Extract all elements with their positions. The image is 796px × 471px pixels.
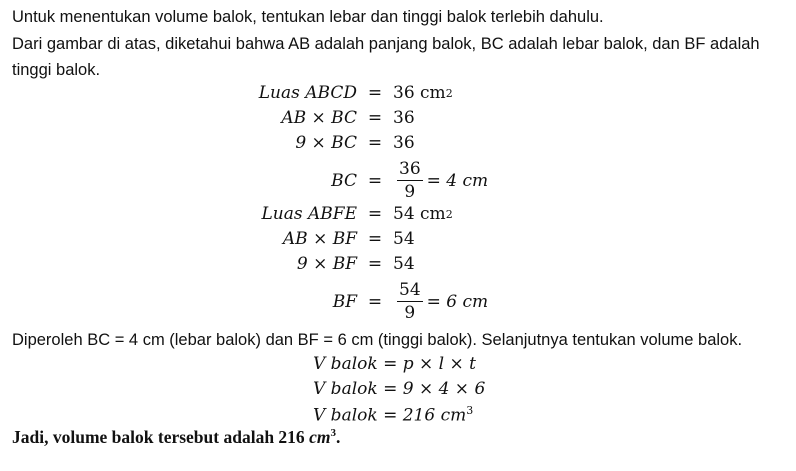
volume-result: V balok = 216 $cm^3$ [313,404,474,426]
equation-luas-abfe: Luas ABFE = 54 cm 2 [261,204,453,224]
equation-9-bc: 9 × BC = 36 [295,133,415,153]
equation-bf-result: BF = $\frac{54}{9}$ = 6 cm [332,280,489,323]
equation-ab-bf: AB × BF = 54 [282,229,415,249]
fraction: $\frac{36}{9}$ [399,159,421,202]
volume-substitution: V balok = 9 × 4 × 6 [313,379,486,399]
equation-bc-result: BC = $\frac{36}{9}$ = 4 cm [331,159,489,202]
conclusion: Jadi, volume balok tersebut adalah 216 $cm^3$. [12,427,341,447]
equation-9-bf: 9 × BF = 54 [296,254,415,274]
equation-ab-bc: AB × BC = 36 [281,108,415,128]
fraction: $\frac{54}{9}$ [399,280,421,323]
intro-line-1: Untuk menentukan volume balok, tentukan lebar dan tinggi balok terlebih dahulu. [12,8,604,26]
equation-luas-abcd: Luas ABCD = 36 cm 2 [258,83,453,103]
intro-line-2: Dari gambar di atas, diketahui bahwa AB adalah panjang balok, BC adalah lebar balok, dan BF adalah [12,35,760,53]
summary-text: Diperoleh BC = 4 cm (lebar balok) dan BF = 6 cm (tinggi balok). Selanjutnya tentukan volume balok. [12,331,743,349]
volume-formula: V balok = p × l × t [313,354,476,374]
intro-line-3: tinggi balok. [12,61,101,79]
